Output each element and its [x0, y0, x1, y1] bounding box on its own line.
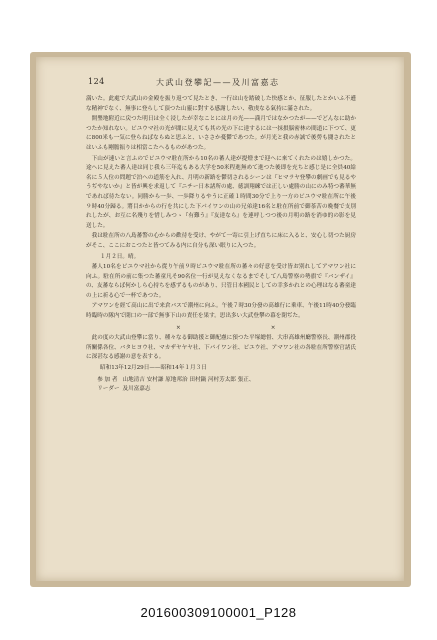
section-separator — [86, 324, 366, 334]
paragraph: 満いた。此處で大武山の金殿を振り返つて見たとき、一行は山を踏破した快感とか、征服したとかいふ不遜な精神でなく、無事に登らして頂つた山靈に對する感謝したい、敬虔なる氣持に滿された。 — [86, 96, 356, 112]
paragraph: アマワンを經て高山に出で来倉バスで潮州に向ふ。午後７時30分發の高雄行に乗車、午後11時40分發臨時臨時の隊内で閉口の一部で無事下山の責任を果す。思出多い大武登攀の幕を閉ぢた。 — [86, 303, 356, 320]
page-number: 124 — [88, 77, 105, 86]
separator-mark: × — [270, 324, 366, 331]
separator-mark: × — [176, 324, 271, 331]
running-head: 大武山登攀記——及川富嘉志 — [156, 78, 280, 87]
credit-label: 参 加 者 — [97, 376, 118, 383]
paragraph: 此の度の大武山登攀に當り、種々なる御助援と御配慮に預つた平塚總督、大串高雄州廳警察長、潮州郡役所關係各位、バタヒヨウ社、マカザヤヤヤ社、下パイワン社、ビユウ社、アマワン社の各駐在所警察官諸氏に深甚なる感謝の意を表する。 — [86, 335, 356, 361]
credit-value: 山地清吉 安村謙 原地邦治 田村鍋 河村芳太郎 張正、 — [122, 376, 255, 383]
paragraph: １月２日。晴。 — [100, 253, 140, 260]
credit-value: 及川富嘉志 — [122, 386, 151, 393]
paragraph: 蕃人10名をビユウマ社から從り午前９時ビユウマ駐在所の蕃々の好意を受け皆お別れしてアマワン社に向ふ。駐在所の前に集つた蕃童凡そ90名位一行が見えなくなるまでそして八島警察の勢旗で『バンザイ』の、友蕃ならば何かしら心持ちを感ずるものがあり、只管日本國民としての幸多かれとの心理はなる蕃童達の上に祈る心で一杯であつた。 — [86, 264, 356, 299]
date-range: 昭和13年12月29日——昭和14年１月３日 — [100, 365, 207, 372]
paragraph: 開墾地附近に戻つた明日は全く浸したが幸なことには月の光——満月ではなかつたが——でどんなに助かつたか知れない。ビユウマ社の光が闇に見えても其の光の下に達するには一抹損脳密林の間道に下つて、更に800米も一気に登らねばならぬと思ふと、いささか憂鬱であつた。が月光と我の赤誠で後勞も闘されたとはいふも剛膽振りは相當こたへるものがあつた。 — [86, 116, 356, 151]
credit-line — [86, 385, 356, 395]
credit-line — [86, 376, 356, 386]
paragraph: 我は駐在所の八島蕃警の心からの歡待を受け、やがて一寄に引上げ直ちに床に入ると、安心し切つた厨房がそこ、ここにおこつたと皆つてみる内に自分も深い眠りに入つた。 — [86, 233, 356, 249]
document-page — [36, 57, 404, 581]
credit-label: リーダー — [97, 386, 120, 393]
body-text — [86, 95, 366, 395]
image-caption: 201600309100001_P128 — [140, 605, 297, 620]
credits — [86, 376, 356, 395]
paragraph: 下山が速いと言ふのでビユウマ駐在所から10名の蕃人達が提燈まで迎へに來てくれたのは嬉しかつた。途へに見えた蕃人達は同じ我ら三年迄もある大学を50米程進無めて進つた後即を充ちと感じ是に全員40給名に５人位の問題で泊への道筋を入れ、月明の新路を鬱切されるシーンは『ヒマラヤ登攀の劇画でも見るやうぢやないか』と皆が興を求返して『ニチー日本諸所の處、徳訓翔練では正しい處勝の山にのみ特つ蕃華無であれば待たない。同勝から一歩、一歩降りるやうに正確１時間30分で上り一方のビユウマ駐在所に午後９時40分歸る。將目かからの行を共にした下パイワンの山の兄弟達16名と駐在所前で御茶苦の晩餐で支別れしたが、お互に名殘りを惜しみつゝ『有難う』『友達なら』を連呼しつつ後の月明の路を消ゆ的の影を見送した。 — [86, 155, 356, 229]
